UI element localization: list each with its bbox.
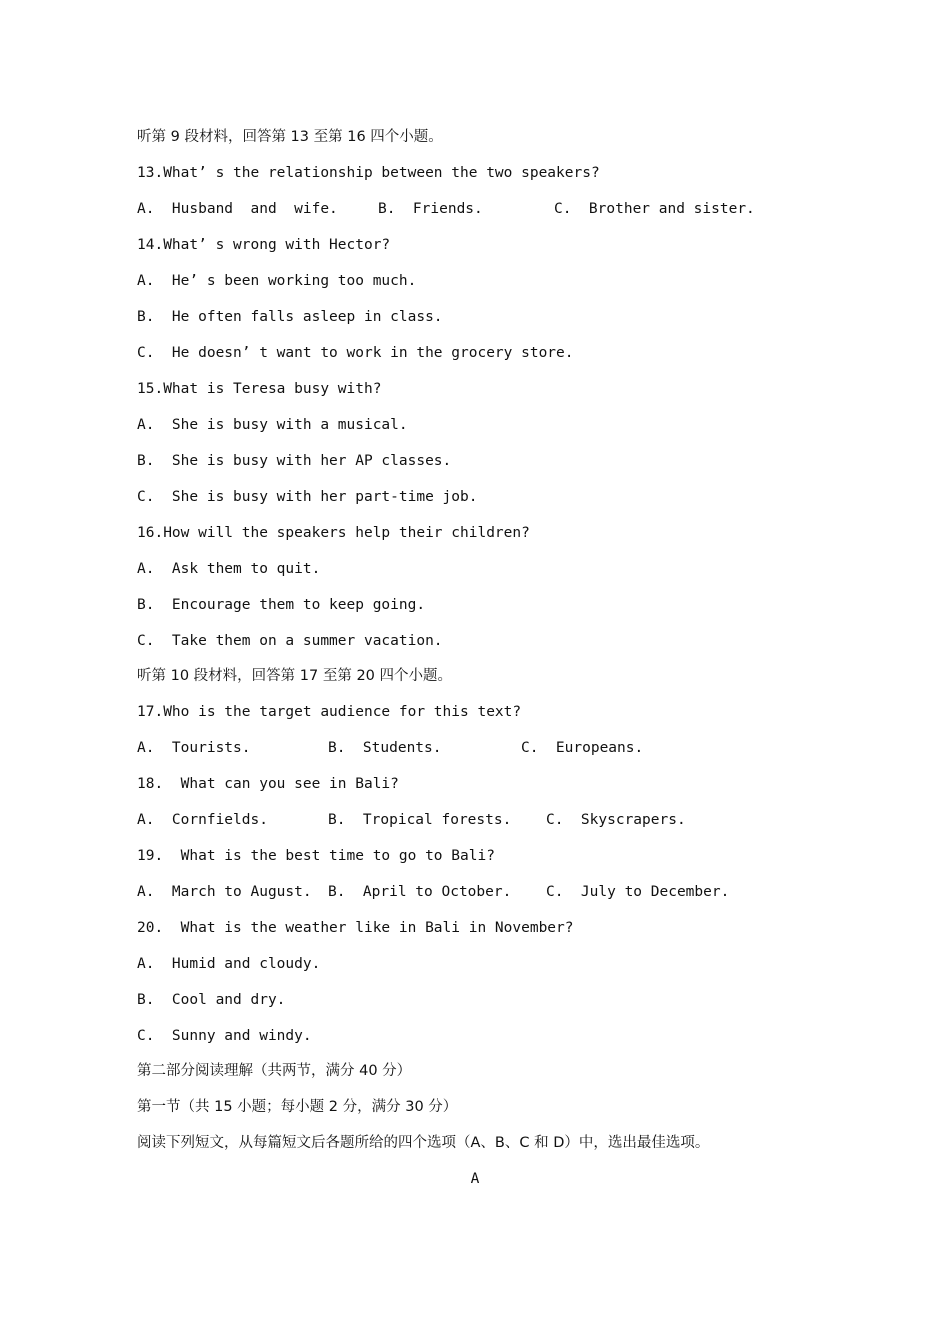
option-b: B. Tropical forests. — [328, 812, 512, 828]
option-b: B. Students. — [328, 740, 442, 756]
section9-heading: 听第 9 段材料，回答第 13 至第 16 四个小题。 — [137, 129, 443, 145]
option-c: C. He doesn’ t want to work in the grocery store. — [137, 345, 574, 361]
question-17: 17.Who is the target audience for this text? — [137, 704, 522, 720]
question-20: 20. What is the weather like in Bali in November? — [137, 920, 574, 936]
question-17-options — [137, 737, 837, 759]
option-b: B. April to October. — [328, 884, 512, 900]
option-a: A. Cornfields. — [137, 812, 268, 828]
question-14: 14.What’ s wrong with Hector? — [137, 237, 391, 253]
option-b: B. Friends. — [378, 201, 483, 217]
part2-instruction: 阅读下列短文，从每篇短文后各题所给的四个选项（A、B、C 和 D）中，选出最佳选项。 — [137, 1135, 710, 1151]
question-19: 19. What is the best time to go to Bali? — [137, 848, 495, 864]
question-13-options — [137, 198, 837, 220]
question-13: 13.What’ s the relationship between the two speakers? — [137, 165, 600, 181]
option-a: A. Humid and cloudy. — [137, 956, 321, 972]
question-18: 18. What can you see in Bali? — [137, 776, 399, 792]
option-b: B. He often falls asleep in class. — [137, 309, 443, 325]
option-c: C. Skyscrapers. — [546, 812, 686, 828]
question-19-options — [137, 881, 837, 903]
part2-section1: 第一节（共 15 小题；每小题 2 分，满分 30 分） — [137, 1099, 458, 1115]
option-a: A. Tourists. — [137, 740, 251, 756]
option-c: C. July to December. — [546, 884, 730, 900]
option-a: A. She is busy with a musical. — [137, 417, 408, 433]
option-b: B. Encourage them to keep going. — [137, 597, 426, 613]
passage-label: A — [470, 1171, 480, 1187]
question-16: 16.How will the speakers help their children? — [137, 525, 530, 541]
option-a: A. He’ s been working too much. — [137, 273, 417, 289]
option-a: A. March to August. — [137, 884, 312, 900]
section10-heading: 听第 10 段材料，回答第 17 至第 20 四个小题。 — [137, 668, 453, 684]
option-a: A. Husband and wife. — [137, 201, 338, 217]
option-c: C. She is busy with her part-time job. — [137, 489, 478, 505]
part2-title: 第二部分阅读理解（共两节，满分 40 分） — [137, 1063, 412, 1079]
option-c: C. Take them on a summer vacation. — [137, 633, 443, 649]
option-b: B. Cool and dry. — [137, 992, 286, 1008]
question-15: 15.What is Teresa busy with? — [137, 381, 382, 397]
option-c: C. Sunny and windy. — [137, 1028, 312, 1044]
option-a: A. Ask them to quit. — [137, 561, 321, 577]
question-18-options — [137, 809, 837, 831]
option-c: C. Brother and sister. — [554, 201, 755, 217]
option-b: B. She is busy with her AP classes. — [137, 453, 452, 469]
option-c: C. Europeans. — [521, 740, 644, 756]
